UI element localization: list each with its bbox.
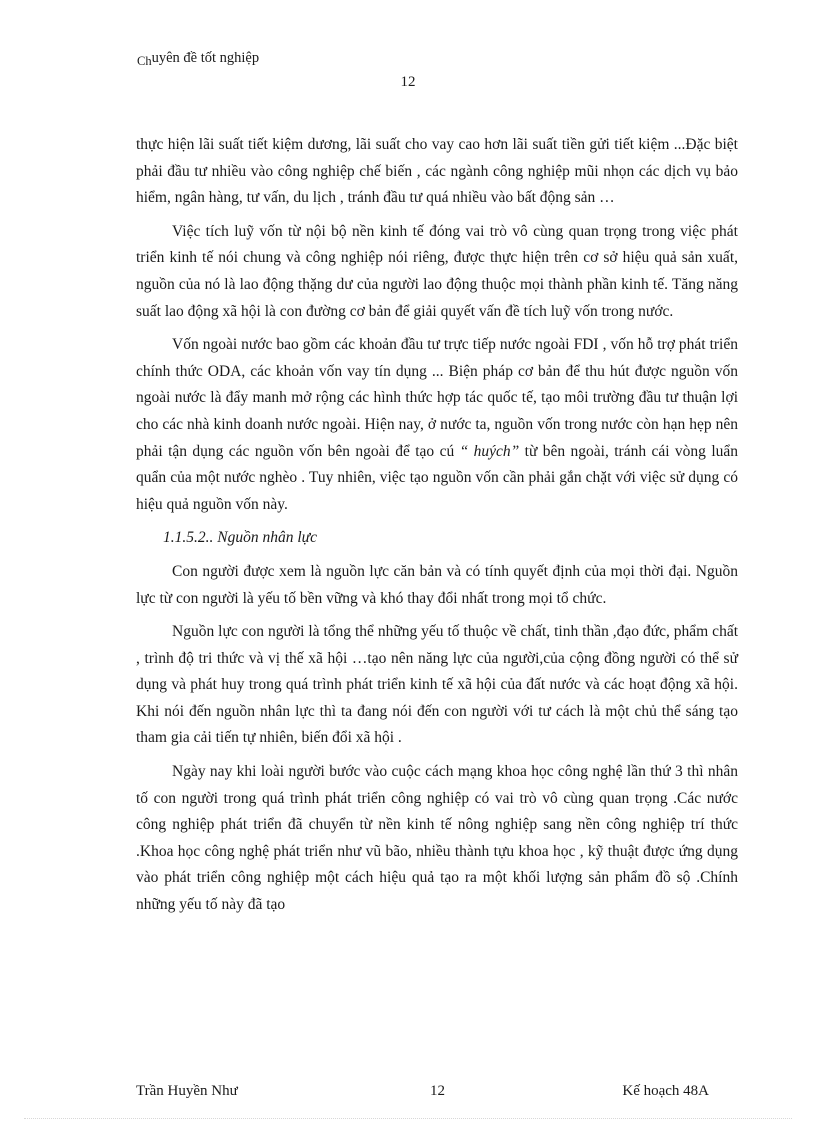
paragraph-6: Ngày nay khi loài người bước vào cuộc cách mạng khoa học công nghệ lần thứ 3 thì nhân tố con người trong quá trình phát triển công nghiệp có vai trò vô cùng quan trọng .Các nước công nghiệp phát triển đã chuyển từ nền kinh tế nông nghiệp sang nền công nghiệp trí thức .Khoa học công nghệ phát triển như vũ bão, nhiều thành tựu khoa học , kỹ thuật được ứng dụng vào phát triển công nghiệp một cách hiệu quả tạo ra một khối lượng sản phẩm đồ sộ .Chính những yếu tố này đã tạo (136, 763, 738, 914)
section-heading: 1.1.5.2.. Nguồn nhân lực (163, 529, 317, 547)
document-body (136, 132, 738, 926)
paragraph-4: Con người được xem là nguồn lực căn bản và có tính quyết định của mọi thời đại. Nguồn lực từ con người là yếu tố bền vững và khó thay đổi nhất trong mọi tổ chức. (136, 562, 738, 607)
paragraph-3-emphasis: “ huých” (459, 442, 520, 460)
paragraph-3-part-a: Vốn ngoài nước bao gồm các khoản đầu tư trực tiếp nước ngoài FDI , vốn hỗ trợ phát triển chính thức ODA, các khoản vốn vay tín dụng ... Biện pháp cơ bản để thu hút được nguồn vốn ngoài nước là đẩy manh mở rộng các hình thức hợp tác quốc tế, tạo môi trường đầu tư thuận lợi cho các nhà kinh doanh nước ngoài. Hiện nay, ở nước ta, nguồn vốn trong nước còn hạn hẹp nên phải tận dụng các nguồn vốn bên ngoài để tạo cú (136, 336, 738, 460)
header-page-number: 12 (400, 74, 416, 90)
paragraph-3-part-b: từ bên ngoài, tránh cái vòng luẩn quẩn của một nước nghèo . Tuy nhiên, việc tạo nguồn vốn cần phải gắn chặt với việc sử dụng có hiệu quả nguồn vốn này. (136, 442, 739, 513)
paragraph-1: thực hiện lãi suất tiết kiệm dương, lãi suất cho vay cao hơn lãi suất tiền gửi tiết kiệm ...Đặc biệt phải đầu tư nhiều vào công nghiệp chế biến , các ngành công nghiệp mũi nhọn các dịch vụ bảo hiểm, ngân hàng, tư vấn, du lịch , tránh đầu tư quá nhiều vào bất động sản … (136, 136, 738, 207)
paragraph-3 (136, 332, 738, 518)
page-bottom-divider (24, 1118, 792, 1119)
footer-class-name: Kế hoạch 48A (622, 1083, 709, 1099)
header-title-rest: uyên đề tốt nghiệp (151, 50, 260, 66)
document-header-title (137, 50, 259, 67)
header-title-prefix: Ch (137, 54, 152, 68)
paragraph-2: Việc tích luỹ vốn từ nội bộ nền kinh tế đóng vai trò vô cùng quan trọng trong việc phát triển kinh tế nói chung và công nghiệp nói riêng, được thực hiện trên cơ sở hiệu quả sản xuất, nguồn của nó là lao động thặng dư của người lao động thuộc mọi thành phần kinh tế. Tăng năng suất lao động xã hội là con đường cơ bản để giải quyết vấn đề tích luỹ vốn trong nước. (136, 222, 738, 320)
footer-author: Trần Huyền Như (136, 1083, 238, 1099)
footer-page-number: 12 (430, 1083, 445, 1099)
paragraph-5: Nguồn lực con người là tổng thể những yếu tố thuộc về chất, tinh thần ,đạo đức, phẩm chất , trình độ tri thức và vị thế xã hội …tạo nên năng lực của người,của cộng đồng người có thể sử dụng và phát huy trong quá trình phát triển kinh tế xã hội của đất nước và các hoạt động xã hội. Khi nói đến nguồn nhân lực thì ta đang nói đến con người với tư cách là một chủ thể sáng tạo tham gia cải tiến tự nhiên, biến đổi xã hội . (136, 623, 738, 747)
